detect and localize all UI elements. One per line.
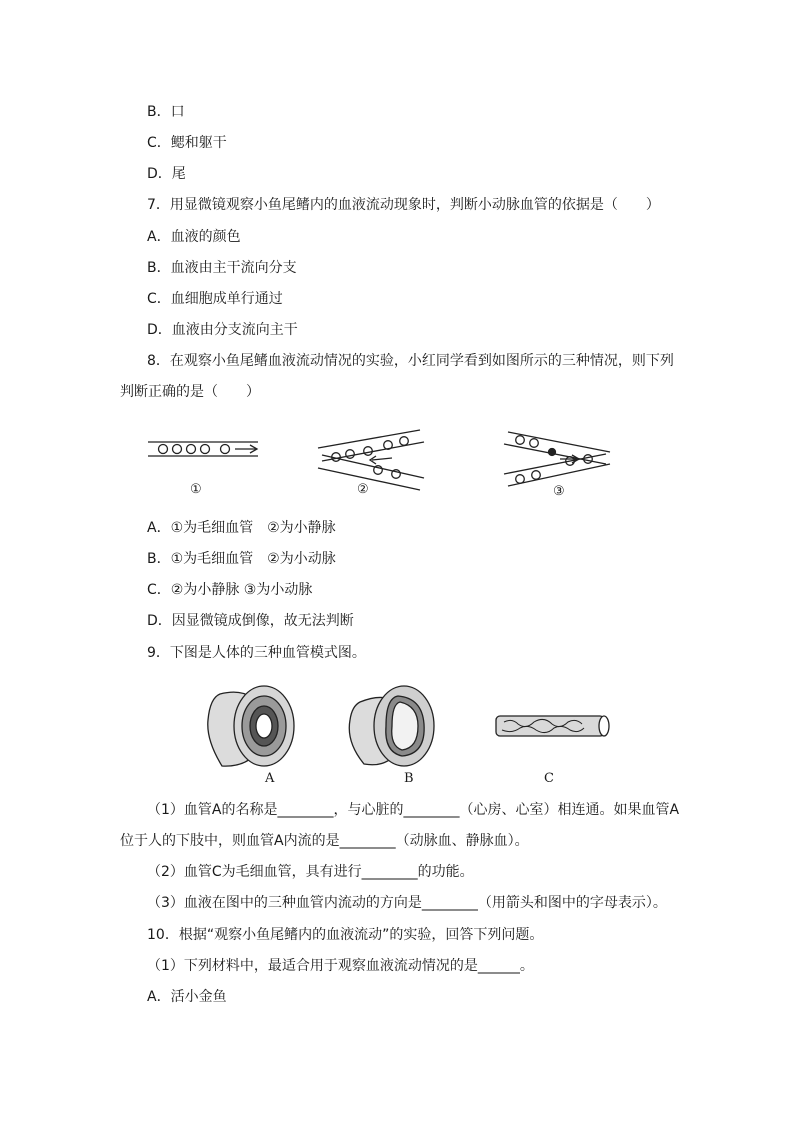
figure-straight-vessel: [148, 442, 258, 456]
q7-option-d: D．血液由分支流向主干: [147, 322, 298, 338]
question-8-cont: 判断正确的是（ ）: [120, 384, 260, 400]
model-label-b: B: [404, 771, 414, 786]
q6-option-d: D．尾: [147, 166, 186, 182]
q10-part-1: （1）下列材料中，最适合用于观察血液流动情况的是______。: [147, 958, 534, 974]
q8-option-a: A．①为毛细血管 ②为小静脉: [147, 520, 336, 536]
figure-diverging-vessel: [504, 432, 610, 486]
q7-option-b: B．血液由主干流向分支: [147, 260, 297, 276]
q7-option-c: C．血细胞成单行通过: [147, 291, 283, 307]
capillary-model-c: [496, 716, 609, 736]
q8-option-b: B．①为毛细血管 ②为小动脉: [147, 551, 336, 567]
vein-model-b: [349, 686, 434, 766]
vessel-model-figure: [200, 680, 620, 775]
figure-converging-vessel: [318, 430, 424, 490]
q9-part-2: （2）血管C为毛细血管，具有进行________的功能。: [147, 864, 474, 880]
model-label-c: C: [544, 771, 554, 786]
question-8: 8．在观察小鱼尾鳍血液流动情况的实验，小红同学看到如图所示的三种情况，则下列: [147, 353, 674, 369]
question-9: 9．下图是人体的三种血管模式图。: [147, 645, 366, 661]
figure-label-1: ①: [190, 482, 202, 497]
q8-option-d: D．因显微镜成倒像，故无法判断: [147, 613, 354, 629]
q7-option-a: A．血液的颜色: [147, 229, 241, 245]
figure-label-3: ③: [553, 484, 565, 499]
q10-option-a: A．活小金鱼: [147, 989, 227, 1005]
question-10: 10．根据“观察小鱼尾鳍内的血液流动”的实验，回答下列问题。: [147, 927, 544, 943]
artery-model-a: [208, 686, 294, 766]
q8-option-c: C．②为小静脉 ③为小动脉: [147, 582, 313, 598]
q9-part-1: （1）血管A的名称是________，与心脏的________（心房、心室）相连通。如果血管A: [147, 802, 680, 818]
figure-label-2: ②: [357, 482, 369, 497]
q6-option-c: C．鳃和躯干: [147, 135, 227, 151]
q6-option-b: B．口: [147, 104, 185, 120]
q9-part-3: （3）血液在图中的三种血管内流动的方向是________（用箭头和图中的字母表示）。: [147, 895, 667, 911]
question-7: 7．用显微镜观察小鱼尾鳍内的血液流动现象时，判断小动脉血管的依据是（ ）: [147, 197, 660, 213]
q9-part-1-cont: 位于人的下肢中，则血管A内流的是________（动脉血、静脉血）。: [120, 833, 529, 849]
vessel-flow-figure: [140, 428, 620, 500]
model-label-a: A: [265, 771, 275, 786]
